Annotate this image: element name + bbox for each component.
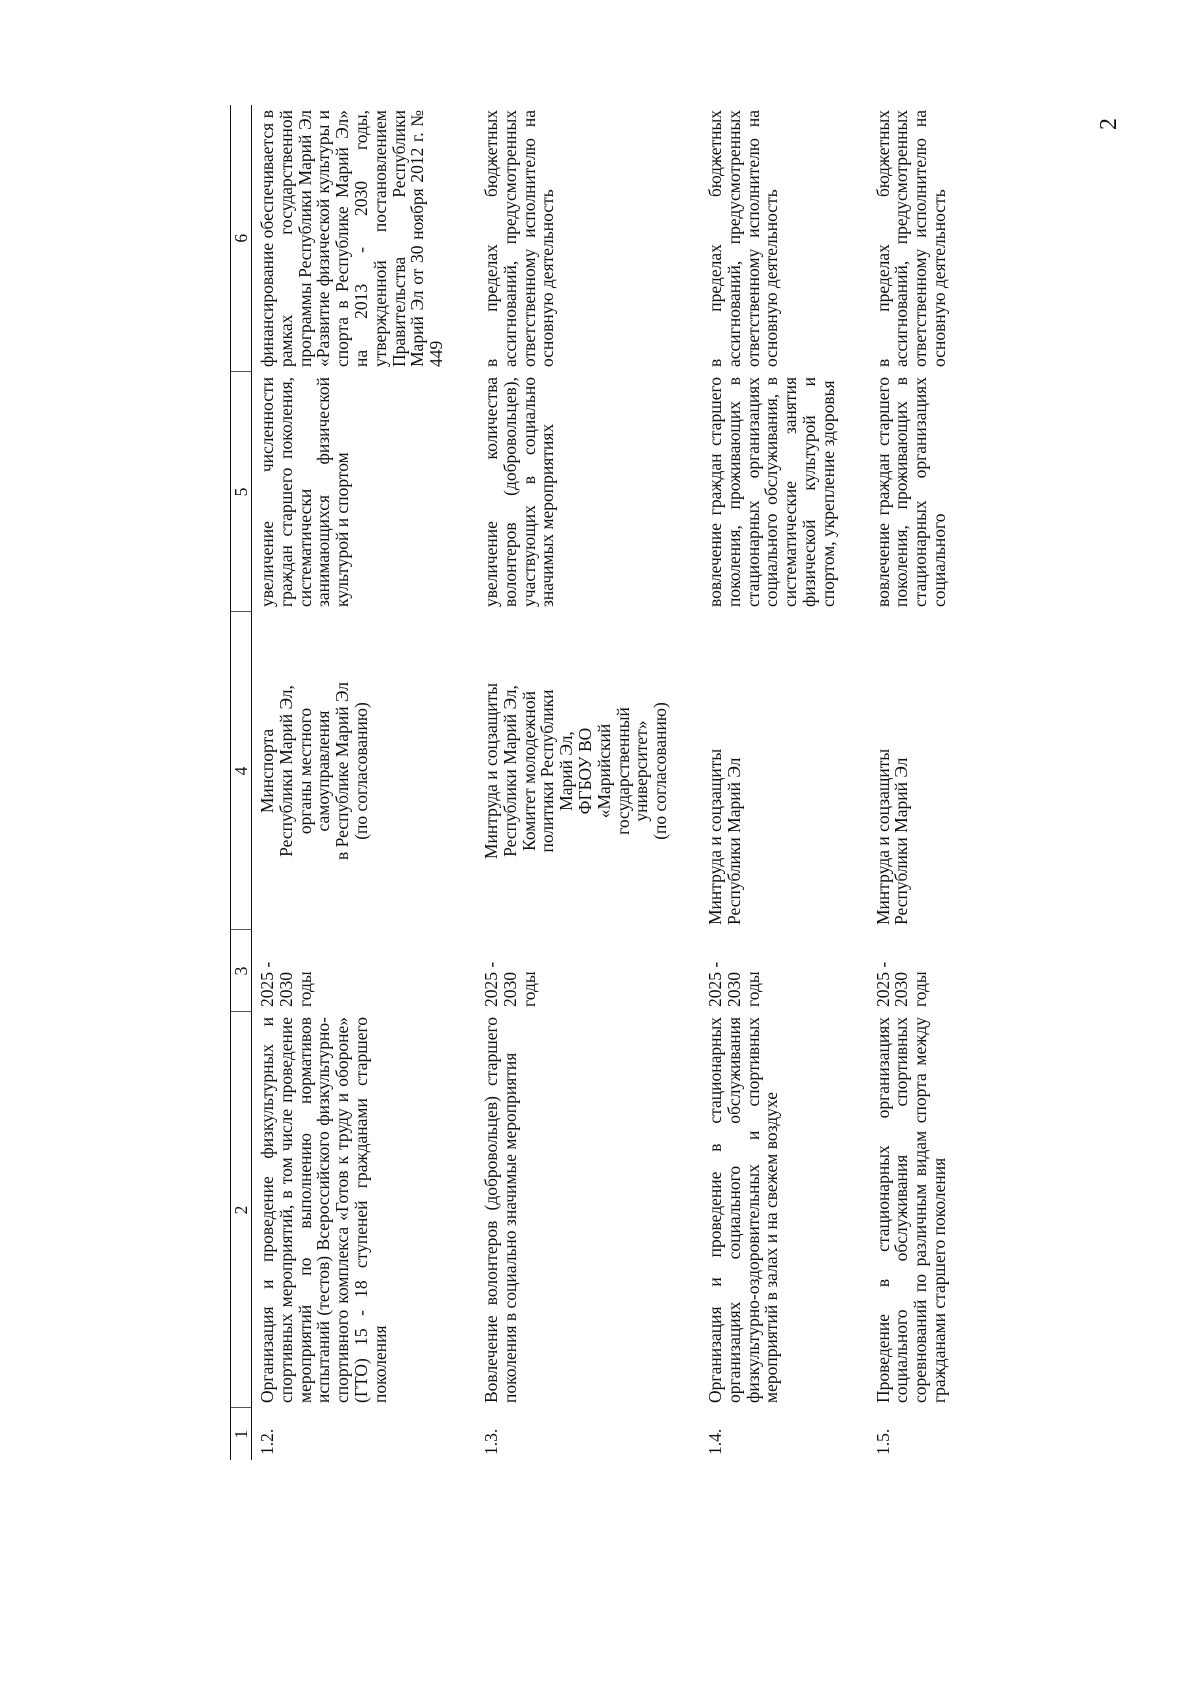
executor-line: (по согласованию) <box>350 702 371 840</box>
column-header: 5 <box>231 372 252 612</box>
header-row <box>231 105 252 1460</box>
funding-cell: финансирование обеспечивается в рамках государственной программы Республики Марий Эл «Развитие физической культуры и спорта в Республике Марий Эл» на 2013 - 2030 годы, утвержденной постановлением Правительства Республики Марий Эл от 30 ноября 2012 г. № 449 <box>257 110 447 367</box>
executor-line: Минтруда и соцзащиты <box>704 748 725 925</box>
executor-line: Комитет молодежной <box>518 691 539 851</box>
executor-cell <box>868 612 979 930</box>
result-cell: увеличение количества волонтеров (добровольцев), участвующих в социально значимых мероприятиях <box>480 377 558 607</box>
executor-line: Республики Марий Эл, <box>275 685 296 857</box>
measure-cell: Проведение в стационарных организациях социального обслуживания спортивных соревнований по различным видам спорта между гражданами старшего поколения <box>872 1017 949 1403</box>
column-header: 6 <box>231 105 252 372</box>
table-row <box>476 105 700 1460</box>
executor-line: университет» <box>631 720 652 822</box>
executor-cell <box>252 612 476 930</box>
period-cell: 2025 - 2030 годы <box>872 961 931 1007</box>
column-header: 1 <box>231 1408 252 1460</box>
measures-table <box>230 105 979 1460</box>
measure-cell: Организация и проведение физкультурных и спортивных мероприятий, в том числе проведение мероприятий по выполнению нормативов испытаний (тестов) Всероссийского физкультурно-спортивного комплекса «Готов к труду и обороне» (ГТО) 15 - 18 ступеней гражданами старшего поколения <box>257 1017 390 1403</box>
executor-line: Минтруда и соцзащиты <box>480 682 501 860</box>
funding-cell: в пределах бюджетных ассигнований, предусмотренных ответственному исполнителю на основную деятельность <box>872 110 949 367</box>
row-number: 1.3. <box>480 1428 501 1455</box>
executor-cell <box>700 612 868 930</box>
row-number: 1.5. <box>872 1428 893 1455</box>
table-row <box>700 105 868 1460</box>
executor-line: государственный <box>612 707 633 835</box>
executor-line: Марий Эл, <box>556 731 577 811</box>
column-header: 2 <box>231 1012 252 1408</box>
row-number: 1.4. <box>704 1428 725 1455</box>
executor-line: Минтруда и соцзащиты <box>872 748 893 925</box>
executor-line: Республики Марий Эл <box>891 757 912 925</box>
period-cell: 2025 - 2030 годы <box>257 961 315 1007</box>
row-number: 1.2. <box>257 1428 277 1455</box>
executor-cell <box>476 612 700 930</box>
period-cell: 2025 - 2030 годы <box>480 961 539 1007</box>
column-header: 4 <box>231 612 252 930</box>
executor-line: Республики Марий Эл <box>723 757 744 925</box>
executor-line: Минспорта <box>257 728 277 814</box>
result-cell: вовлечение граждан старшего поколения, проживающих в стационарных организациях социального <box>872 377 949 607</box>
result-cell: вовлечение граждан старшего поколения, проживающих в стационарных организациях социального обслуживания, в систематические занятия физической культурой и спортом, укрепление здоровья <box>704 377 838 607</box>
executor-line: (по согласованию) <box>650 702 671 840</box>
executor-line: в Республике Марий Эл <box>332 682 353 861</box>
executor-line: «Марийский <box>593 723 614 819</box>
table-frame <box>230 105 1050 1460</box>
table-row <box>252 105 476 1460</box>
executor-line: ФГБОУ ВО <box>574 727 595 815</box>
measure-cell: Вовлечение волонтеров (добровольцев) старшего поколения в социально значимые мероприятия <box>480 1017 520 1403</box>
column-header: 3 <box>231 930 252 1012</box>
funding-cell: в пределах бюджетных ассигнований, предусмотренных ответственному исполнителю на основную деятельность <box>480 110 558 367</box>
executor-line: самоуправления <box>313 710 334 832</box>
measure-cell: Организация и проведение в стационарных организациях социального обслуживания физкультурно-оздоровительных и спортивных мероприятий в залах и на свежем воздухе <box>704 1017 782 1403</box>
table-row <box>868 105 979 1460</box>
executor-line: органы местного <box>294 707 315 835</box>
result-cell: увеличение численности граждан старшего поколения, систематически занимающихся физической культурой и спортом <box>257 377 353 607</box>
period-cell: 2025 - 2030 годы <box>704 961 763 1007</box>
executor-line: Республики Марий Эл, <box>499 685 520 857</box>
page-number: 2 <box>1096 118 1122 130</box>
funding-cell: в пределах бюджетных ассигнований, предусмотренных ответственному исполнителю на основную деятельность <box>704 110 782 367</box>
executor-line: политики Республики <box>537 689 558 853</box>
